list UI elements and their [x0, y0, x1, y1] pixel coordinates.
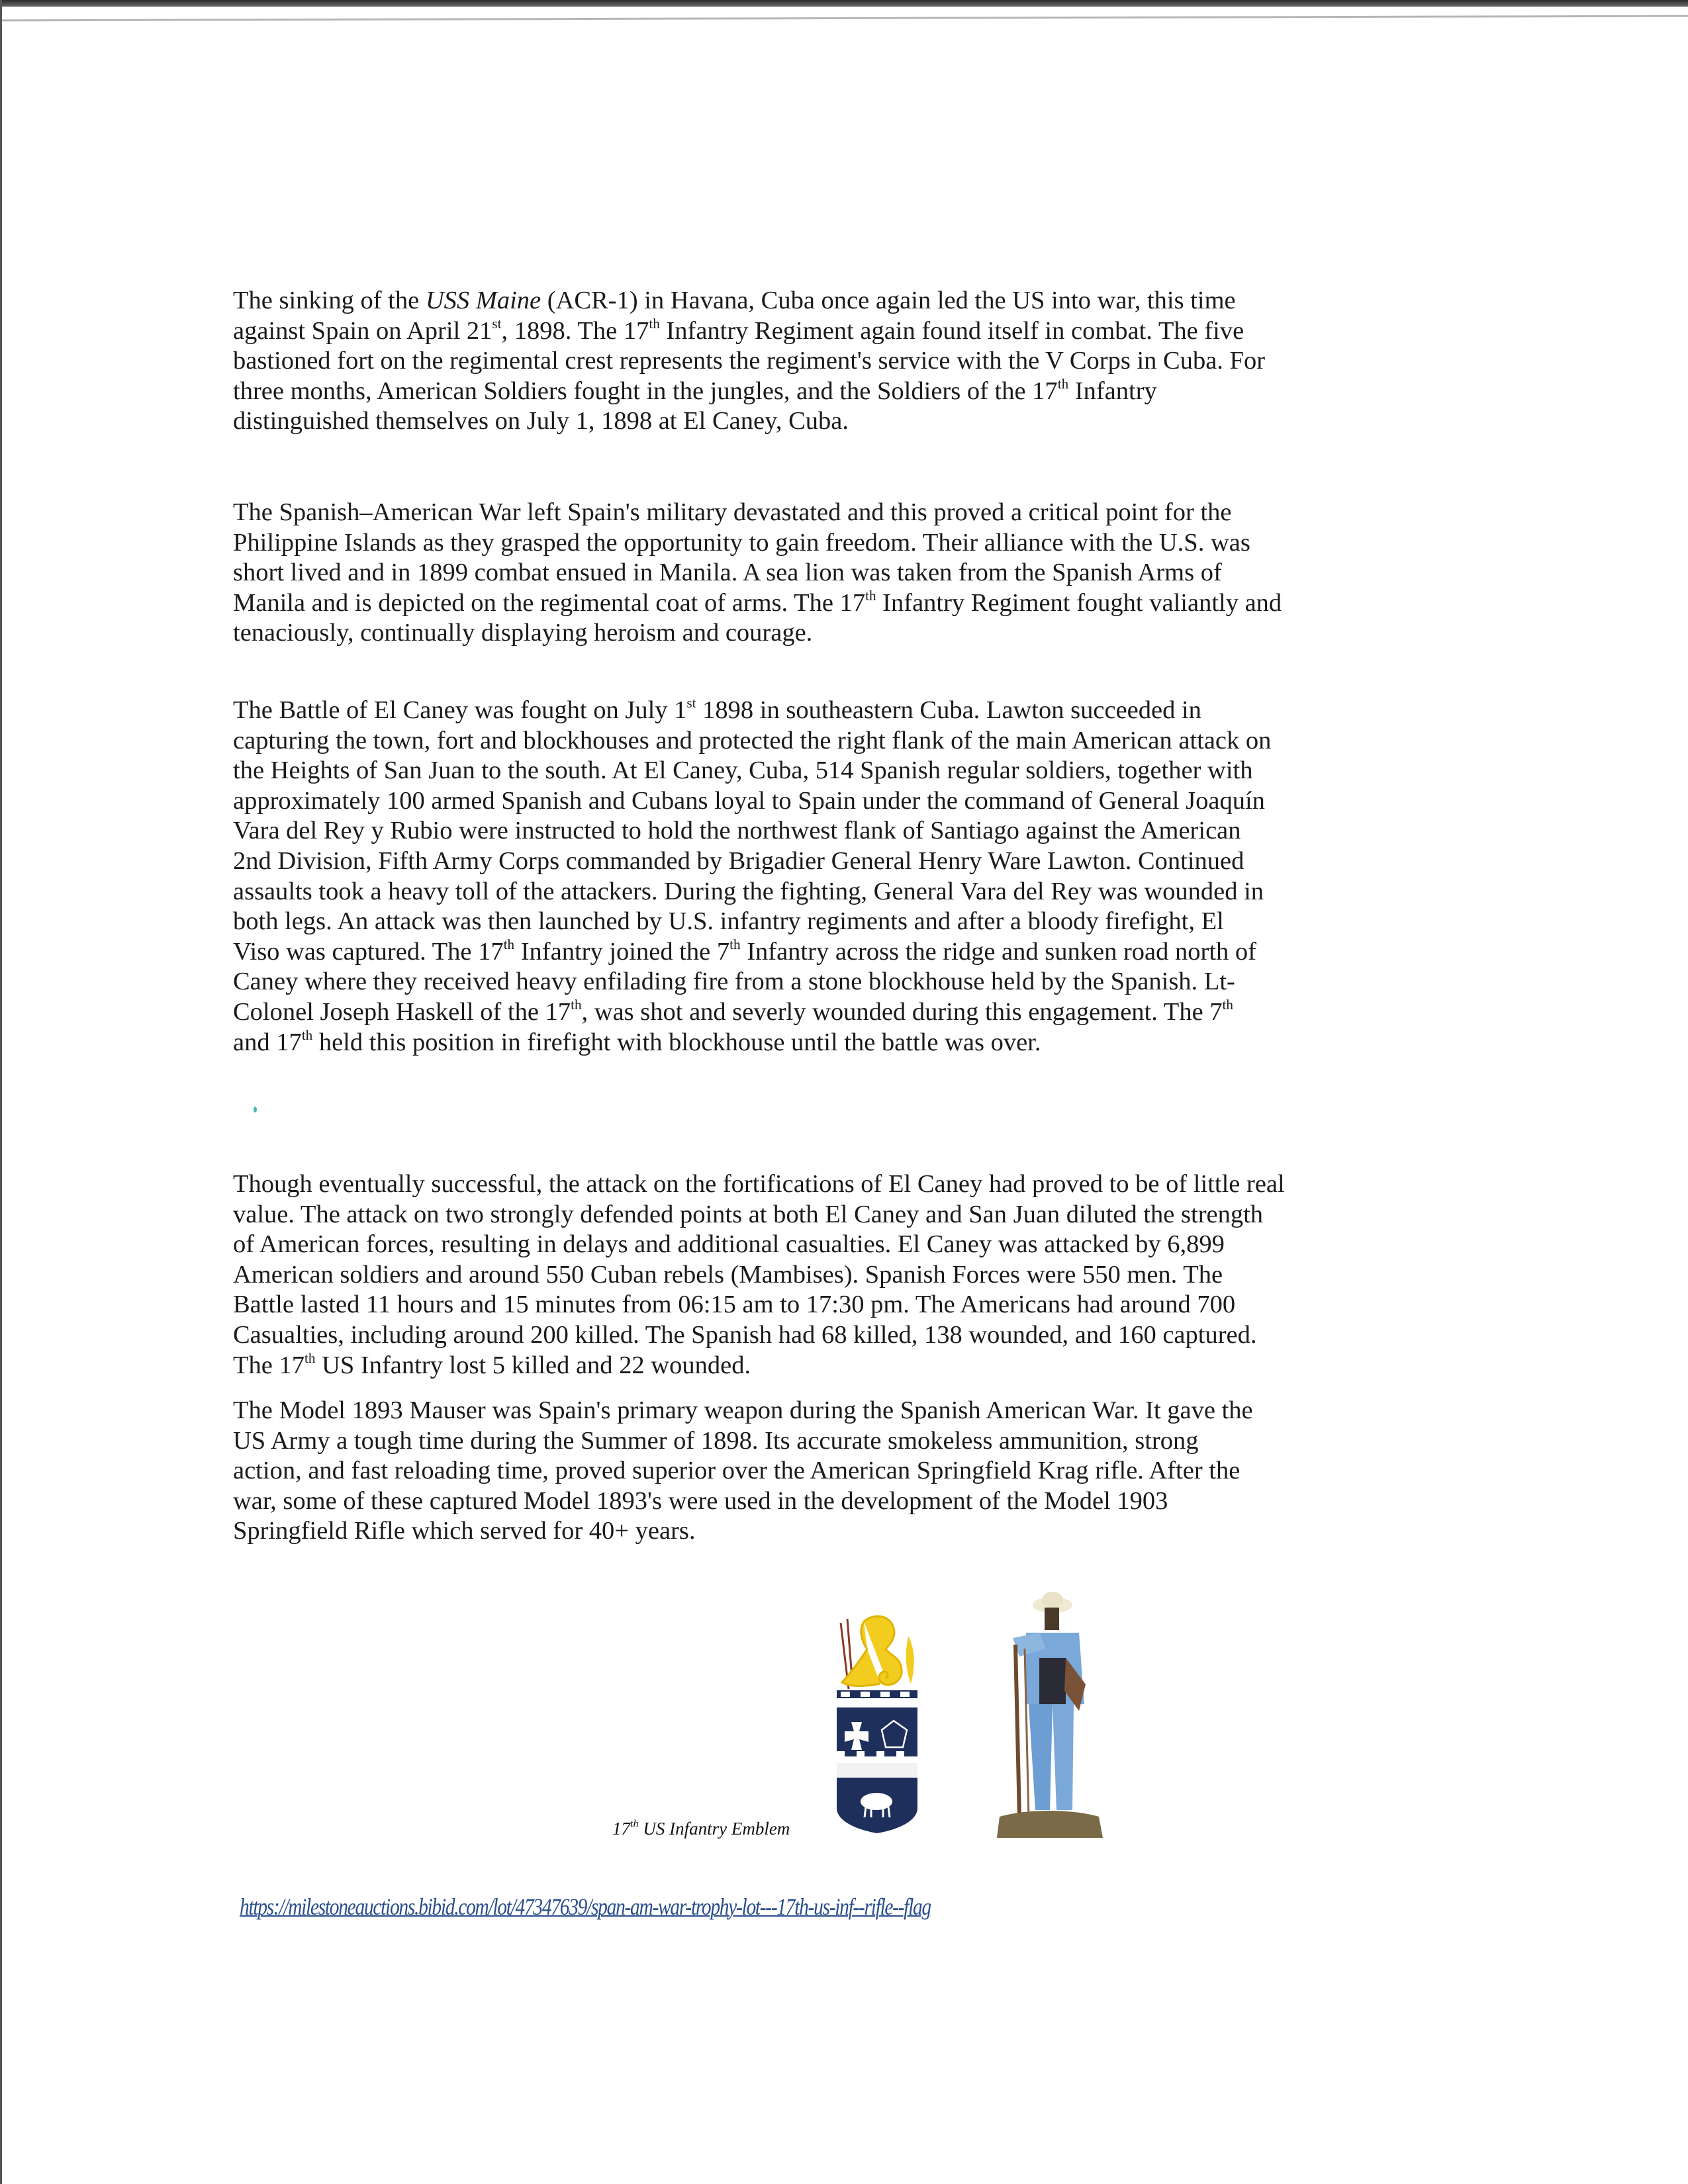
- text-run: three months, American Soldiers fought in the jungles, and the Soldiers of the 17: [233, 377, 1058, 405]
- paragraph-philippines: [233, 498, 1484, 649]
- text-run: The sinking of the: [233, 287, 426, 314]
- text-line: [233, 558, 1484, 588]
- text-line: [233, 846, 1484, 877]
- text-run: Caney where they received heavy enfilading fire from a stone blockhouse held by the Spanish. Lt-: [233, 968, 1235, 996]
- text-run: the Heights of San Juan to the south. At El Caney, Cuba, 514 Spanish regular soldiers, together with: [233, 756, 1253, 785]
- soldier-illustration: [973, 1585, 1105, 1840]
- text-line: [233, 1028, 1484, 1058]
- text-line: [233, 1260, 1484, 1291]
- text-line: [233, 1290, 1484, 1320]
- text-line: [233, 377, 1484, 407]
- text-line: [233, 498, 1484, 528]
- ordinal-suffix: th: [503, 936, 515, 952]
- text-run: value. The attack on two strongly defended points at both El Caney and San Juan diluted the strength: [233, 1200, 1264, 1228]
- text-line: [233, 1426, 1484, 1457]
- text-run: The Spanish–American War left Spain's military devastated and this proved a critical point for the: [233, 498, 1232, 526]
- text-run: , was shot and severly wounded during this engagement. The 7: [581, 997, 1223, 1026]
- text-run: Though eventually successful, the attack on the fortifications of El Caney had proved to be of little real: [233, 1170, 1285, 1198]
- text-run: Viso was captured. The 17: [233, 937, 504, 966]
- text-line: [233, 588, 1484, 619]
- scanner-edge-left: [0, 0, 2, 2184]
- sea-lion-icon: [841, 1616, 914, 1689]
- paragraph-casualties: [233, 1169, 1484, 1381]
- text-line: [233, 877, 1484, 907]
- text-run: , 1898. The 17: [501, 316, 649, 345]
- text-line: [233, 756, 1484, 786]
- text-run: The Model 1893 Mauser was Spain's primary weapon during the Spanish American War. It gave the: [233, 1396, 1253, 1424]
- text-run: assaults took a heavy toll of the attackers. During the fighting, General Vara del Rey was wounded in: [233, 877, 1264, 905]
- text-line: [233, 1516, 1484, 1547]
- text-line: [233, 786, 1484, 817]
- text-line: [233, 937, 1484, 968]
- text-line: [233, 696, 1484, 726]
- text-line: [233, 528, 1484, 559]
- text-run: (ACR-1) in Havana, Cuba once again led the US into war, this time: [541, 287, 1236, 314]
- text-line: [233, 997, 1484, 1028]
- text-line: [233, 816, 1484, 846]
- text-run: and 17: [233, 1028, 302, 1056]
- caption-text: US Infantry Emblem: [638, 1819, 790, 1839]
- text-run: Vara del Rey y Rubio were instructed to hold the northwest flank of Santiago against the American: [233, 817, 1241, 845]
- text-line: [233, 286, 1484, 316]
- text-line: [233, 1169, 1484, 1200]
- text-run: approximately 100 armed Spanish and Cubans loyal to Spain under the command of General Joaquín: [233, 786, 1265, 815]
- text-run: held this position in firefight with blockhouse until the battle was over.: [312, 1028, 1041, 1056]
- text-run: American soldiers and around 550 Cuban rebels (Mambises). Spanish Forces were 550 men. The: [233, 1260, 1223, 1289]
- paragraph-battle-of-el-caney: [233, 696, 1484, 1058]
- text-line: [233, 1230, 1484, 1260]
- text-run: The Battle of El Caney was fought on July 1: [233, 696, 687, 724]
- text-run: 2nd Division, Fifth Army Corps commanded by Brigadier General Henry Ware Lawton. Continued: [233, 846, 1244, 875]
- source-link[interactable]: https://milestoneauctions.bibid.com/lot/47347639/span-am-war-trophy-lot---17th-us-inf--rifle--flag: [240, 1893, 931, 1920]
- text-line: [233, 1200, 1484, 1230]
- text-line: [233, 1456, 1484, 1486]
- ordinal-suffix: th: [1057, 375, 1069, 392]
- text-run: bastioned fort on the regimental crest represents the regiment's service with the V Corps in Cuba. For: [233, 347, 1266, 375]
- text-run: action, and fast reloading time, proved superior over the American Springfield Krag rifle. After the: [233, 1457, 1241, 1485]
- text-run: Casualties, including around 200 killed. The Spanish had 68 killed, 138 wounded, and 160 captured.: [233, 1320, 1257, 1349]
- text-run: Battle lasted 11 hours and 15 minutes from 06:15 am to 17:30 pm. The Americans had around 700: [233, 1291, 1236, 1319]
- emblem-caption: [612, 1819, 790, 1839]
- paragraph-mauser-rifle: [233, 1396, 1484, 1547]
- text-line: [233, 618, 1484, 649]
- ordinal-suffix: th: [729, 936, 741, 952]
- text-line: [233, 346, 1484, 377]
- text-line: [233, 1351, 1484, 1381]
- text-run: US Infantry lost 5 killed and 22 wounded.: [315, 1351, 751, 1379]
- text-run: The 17: [233, 1351, 305, 1379]
- text-run: of American forces, resulting in delays and additional casualties. El Caney was attacked by 6,899: [233, 1230, 1225, 1259]
- text-run: Infantry: [1068, 377, 1157, 405]
- text-run: distinguished themselves on July 1, 1898 at El Caney, Cuba.: [233, 407, 849, 435]
- text-run: Manila and is depicted on the regimental coat of arms. The 17: [233, 588, 866, 617]
- text-run: Infantry joined the 7: [514, 937, 730, 966]
- text-run: capturing the town, fort and blockhouses and protected the right flank of the main American attack on: [233, 726, 1272, 754]
- text-run: Infantry Regiment again found itself in combat. The five: [659, 316, 1244, 345]
- text-run: Infantry across the ridge and sunken road north of: [740, 937, 1256, 966]
- text-line: [233, 1320, 1484, 1351]
- ship-name: USS Maine: [425, 287, 541, 314]
- paragraph-uss-maine: [233, 286, 1484, 437]
- text-line: [233, 1396, 1484, 1426]
- text-line: [233, 1486, 1484, 1517]
- ordinal-suffix: th: [865, 587, 876, 604]
- text-run: both legs. An attack was then launched by U.S. infantry regiments and after a bloody firefight, El: [233, 907, 1224, 936]
- caption-number: 17: [612, 1819, 630, 1839]
- text-line: [233, 316, 1484, 347]
- ordinal-suffix: th: [649, 315, 660, 332]
- ordinal-suffix: st: [686, 695, 696, 711]
- ordinal-suffix: th: [304, 1349, 316, 1366]
- regimental-crest-image: [827, 1610, 927, 1835]
- scanner-fold-line: [0, 15, 1688, 22]
- text-run: Infantry Regiment fought valiantly and: [876, 588, 1282, 617]
- text-run: war, some of these captured Model 1893's were used in the development of the Model 1903: [233, 1486, 1168, 1515]
- scanner-edge-top: [0, 0, 1688, 7]
- text-run: Springfield Rifle which served for 40+ years.: [233, 1517, 696, 1545]
- ordinal-suffix: th: [301, 1026, 313, 1043]
- text-run: against Spain on April 21: [233, 316, 492, 345]
- ordinal-suffix: th: [571, 997, 582, 1013]
- text-line: [233, 726, 1484, 756]
- ordinal-suffix: st: [492, 315, 502, 332]
- text-line: [233, 406, 1484, 437]
- scan-speck: [254, 1107, 257, 1113]
- text-run: Philippine Islands as they grasped the opportunity to gain freedom. Their alliance with the U.S. was: [233, 528, 1250, 557]
- text-line: [233, 907, 1484, 937]
- text-run: tenaciously, continually displaying heroism and courage.: [233, 619, 813, 647]
- caption-ordinal: th: [630, 1817, 639, 1830]
- text-run: US Army a tough time during the Summer of 1898. Its accurate smokeless ammunition, strong: [233, 1426, 1199, 1455]
- ordinal-suffix: th: [1222, 997, 1234, 1013]
- text-run: 1898 in southeastern Cuba. Lawton succeeded in: [696, 696, 1201, 724]
- text-run: short lived and in 1899 combat ensued in Manila. A sea lion was taken from the Spanish Arms of: [233, 559, 1222, 587]
- text-line: [233, 967, 1484, 997]
- text-run: Colonel Joseph Haskell of the 17: [233, 997, 571, 1026]
